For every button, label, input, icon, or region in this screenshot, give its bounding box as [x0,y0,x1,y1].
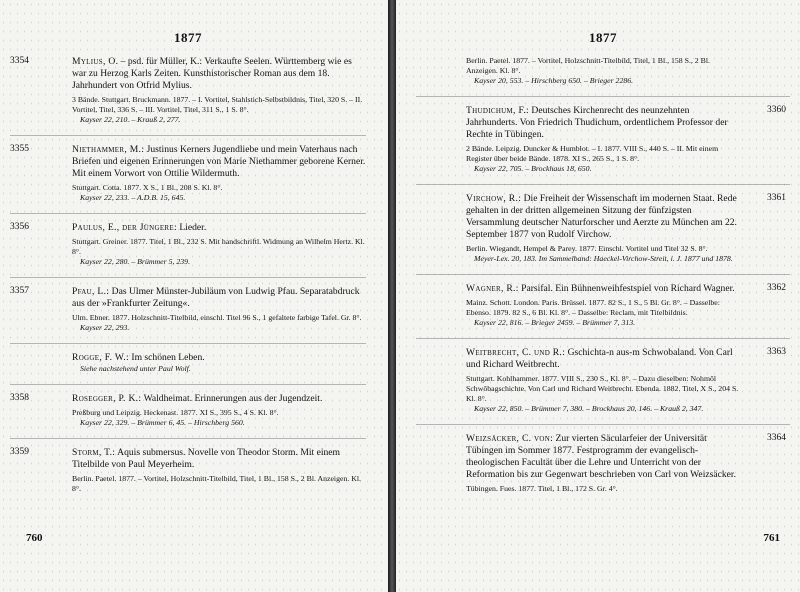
entry-references: Kayser 22, 705. – Brockhaus 18, 650. [474,164,592,173]
entry-references: Kayser 22, 293. [80,323,130,332]
entry-references: Siehe nachstehend unter Paul Wolf. [80,364,191,373]
left-page [0,0,388,592]
entry-imprint: Berlin. Paetel. 1877. – Vortitel, Holzschnitt-Titelbild, Titel, 1 Bl., 158 S., 2 Bl. Anzeigen. Kl. 8°. [72,474,361,493]
entry-number: 3354 [10,56,29,66]
entry-imprint: Stuttgart. Kohlhammer. 1877. VIII S., 230 S., Kl. 8°. – Dazu dieselben: Nohmôl Schwôbagschichte. Von Carl und Richard Weitbrecht. Ebenda. 1882. Titel, X S., 204 S. Kl. 8°. [466,374,739,403]
entry-author: Rogge, F. W.: [72,352,129,363]
entry-number: 3359 [10,447,29,457]
entry-number: 3364 [767,433,786,443]
right-page [396,0,800,592]
entry-number: 3361 [767,193,786,203]
running-head: 1877 [174,30,202,45]
entry-number: 3357 [10,286,29,296]
entry-author: Wagner, R.: [466,283,519,294]
divider [10,384,366,385]
divider [416,184,790,185]
entry-number: 3360 [767,105,786,115]
bibliography-entry [10,352,366,374]
entry-author: Paulus, E., der Jüngere: [72,222,177,233]
entry-number: 3362 [767,283,786,293]
divider [416,274,790,275]
bibliography-entry [10,447,366,494]
entry-number: 3356 [10,222,29,232]
entry-author: Virchow, R.: [466,193,522,204]
entry-imprint: Stuttgart. Greiner. 1877. Titel, 1 Bl., 232 S. Mit handschriftl. Widmung an Wilhelm Hertz. Kl. 8°. [72,237,365,256]
entry-title: Justinus Kerners Jugendliebe und mein Vaterhaus nach Briefen und eigenen Erinnerungen von Marie Niethammer geborene Kerner. Mit einem Vorwort von Ottilie Wildermuth. [72,144,366,179]
entry-imprint: Preßburg und Leipzig. Heckenast. 1877. XI S., 395 S., 4 S. Kl. 8°. [72,408,279,417]
bibliography-entry [416,283,790,328]
divider [10,277,366,278]
entry-title: Deutsches Kirchenrecht des neunzehnten Jahrhunderts. Von Friedrich Thudichum, ordentlichem Professor der Rechte in Tübingen. [466,105,728,140]
entry-references: Kayser 22, 850. – Brümmer 7, 380. – Brockhaus 20, 146. – Krauß 2, 347. [474,404,704,413]
running-head: 1877 [589,30,617,45]
bibliography-entry [416,347,790,414]
entry-title: Gschichta-n aus-m Schwobaland. Von Carl und Richard Weitbrecht. [466,347,733,370]
entry-references: Kayser 20, 553. – Hirschberg 650. – Brieger 2286. [474,76,634,85]
entry-author: Storm, T.: [72,447,116,458]
bibliography-entry [10,286,366,333]
entry-title: Parsifal. Ein Bühnenweihfestspiel von Richard Wagner. [521,283,735,294]
bibliography-entry [10,56,366,125]
divider [416,96,790,97]
entry-author: Weizsäcker, C. von: [466,433,554,444]
book-gutter [388,0,396,592]
entries-list [10,56,366,494]
entry-references: Kayser 22, 233. – A.D.B. 15, 645. [80,193,186,202]
entry-imprint: Berlin. Paetel. 1877. – Vortitel, Holzschnitt-Titelbild, Titel, 1 Bl., 158 S., 2 Bl. Anzeigen. Kl. 8°. [466,56,710,75]
entry-number: 3358 [10,393,29,403]
entry-title: Im schönen Leben. [131,352,205,363]
entry-heading [72,144,366,180]
divider [416,338,790,339]
page-number: 760 [26,532,43,544]
entry-imprint: 3 Bände. Stuttgart. Bruckmann. 1877. – I. Vortitel, Stahlstich-Selbstbildnis, Titel, 320 S. – II. Vortitel, Titel, 336 S. – III. Vortitel, Titel, 311 S., 1 S. 8°. [72,95,363,114]
bibliography-entry [416,193,790,264]
entry-author: Mylius, O. [72,56,119,67]
entry-number: 3355 [10,144,29,154]
entry-heading [72,286,366,310]
entry-imprint: Stuttgart. Cotta. 1877. X S., 1 Bl., 208 S. Kl. 8°. [72,183,223,192]
entry-author: Rosegger, P. K.: [72,393,142,404]
divider [10,343,366,344]
entry-imprint: 2 Bände. Leipzig. Duncker & Humblot. – I. 1877. VIII S., 440 S. – II. Mit einem Register über beide Bände. 1878. XI S., 265 S., 1 S. 8°. [466,144,719,163]
entry-imprint: Berlin. Wiegandt, Hempel & Parey. 1877. Einschl. Vortitel und Titel 32 S. 8°. [466,244,708,253]
divider [10,213,366,214]
entry-heading [466,283,742,295]
entry-heading [466,105,742,141]
entry-author: Weitbrecht, C. und R.: [466,347,566,358]
entries-list [416,105,790,494]
entry-title: Zur vierten Säcularfeier der Universität Tübingen im Sommer 1877. Festprogramm der evangelisch-theologischen Facultät über die Lehre und Unterricht von der Reformation bis zur Gegenwart beschrieben von Carl von Weizsäcker. [466,433,736,480]
entry-title: Die Freiheit der Wissenschaft im modernen Staat. Rede gehalten in der dritten allgemeinen Sitzung der fünfzigsten Versammlung deutscher Naturforscher und Aerzte zu München am 22. September 1877 von Rudolf Virchow. [466,193,737,240]
divider [10,438,366,439]
divider [416,424,790,425]
page-number: 761 [763,532,780,544]
entry-title: Waldheimat. Erinnerungen aus der Jugendzeit. [143,393,323,404]
entry-imprint: Mainz. Schott. London. Paris. Brüssel. 1877. 82 S., 1 S., 5 Bl. Gr. 8°. – Dasselbe: Ebenso. 1879. 82 S., 6 Bl. Kl. 8°. – Dasselbe: Reclam, mit Titelbildnis. [466,298,720,317]
entry-author: Thudichum, F.: [466,105,529,116]
entry-heading [72,352,366,364]
entry-title: Aquis submersus. Novelle von Theodor Storm. Mit einem Titelbilde von Paul Meyerheim. [72,447,341,470]
bibliography-entry [10,222,366,267]
entry-title: Das Ulmer Münster-Jubiläum von Ludwig Pfau. Separatabdruck aus der »Frankfurter Zeitung«. [72,286,360,309]
entry-heading [72,393,366,405]
bibliography-entry [416,433,790,494]
entry-heading [72,222,366,234]
entry-author: Niethammer, M.: [72,144,145,155]
entry-title: Lieder. [179,222,207,233]
entry-references: Kayser 22, 210. – Krauß 2, 277. [80,115,181,124]
entry-heading [72,56,366,92]
entry-references: Kayser 22, 280. – Brümmer 5, 239. [80,257,191,266]
entry-author: Pfau, L.: [72,286,110,297]
entry-heading [466,433,742,481]
entry-references: Meyer-Lex. 20, 183. Im Sammelband: Haeckel-Virchow-Streit, i. J. 1877 und 1878. [474,254,733,263]
entry-number: 3363 [767,347,786,357]
bibliography-entry [10,144,366,203]
divider [10,135,366,136]
entry-heading [466,193,742,241]
entry-heading [466,347,742,371]
continued-entry [416,56,790,86]
entry-imprint: Ulm. Ebner. 1877. Holzschnitt-Titelbild, einschl. Titel 96 S., 1 gefaltete farbige Tafel. Gr. 8°. [72,313,362,322]
bibliography-entry [416,105,790,174]
bibliography-entry [10,393,366,428]
entry-heading [72,447,366,471]
entry-references: Kayser 22, 816. – Brieger 2459. – Brümmer 7, 313. [474,318,636,327]
entry-title: – psd. für Müller, K.: Verkaufte Seelen. Württemberg wie es war zu Herzog Karls Zeiten. Kunsthistorischer Roman aus dem 18. Jahrhundert von Otfrid Mylius. [72,56,352,91]
entry-imprint: Tübingen. Fues. 1877. Titel, 1 Bl., 172 S. Gr. 4°. [466,484,618,493]
entry-references: Kayser 22, 329. – Brümmer 6, 45. – Hirschberg 560. [80,418,245,427]
